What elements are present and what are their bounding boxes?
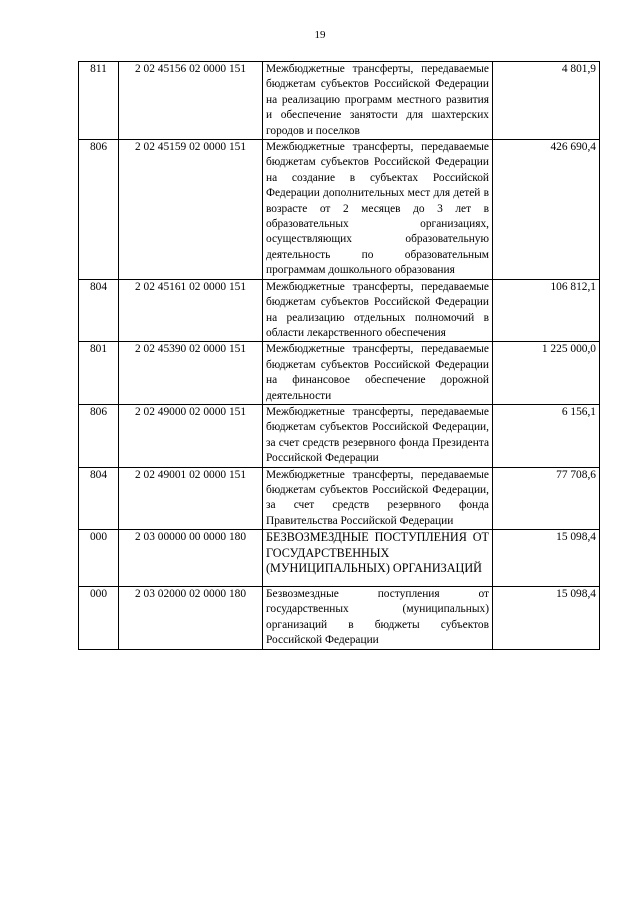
amount-cell: 6 156,1 (493, 404, 600, 467)
revenue-name-cell: Межбюджетные трансферты, передаваемые бюджетам субъектов Российской Федерации, за счет средств резервного фонда Президента Российской Федерации (263, 404, 493, 467)
budget-code-cell: 2 02 49000 02 0000 151 (119, 404, 263, 467)
page-number: 19 (314, 29, 326, 41)
admin-code-cell: 811 (79, 62, 119, 140)
budget-code-cell: 2 03 02000 02 0000 180 (119, 586, 263, 649)
table-row (79, 140, 600, 280)
revenue-name-cell: Межбюджетные трансферты, передаваемые бюджетам субъектов Российской Федерации на финансовое обеспечение дорожной деятельности (263, 342, 493, 405)
table-row (79, 467, 600, 530)
revenue-name-cell: БЕЗВОЗМЕЗДНЫЕ ПОСТУПЛЕНИЯ ОТ ГОСУДАРСТВЕННЫХ (МУНИЦИПАЛЬНЫХ) ОРГАНИЗАЦИЙ (263, 530, 493, 587)
admin-code-cell: 801 (79, 342, 119, 405)
admin-code-cell: 000 (79, 530, 119, 587)
table-row (79, 279, 600, 342)
budget-code-cell: 2 02 45390 02 0000 151 (119, 342, 263, 405)
revenue-name-cell: Безвозмездные поступления от государственных (муниципальных) организаций в бюджеты субъектов Российской Федерации (263, 586, 493, 649)
revenue-name-cell: Межбюджетные трансферты, передаваемые бюджетам субъектов Российской Федерации на реализацию отдельных полномочий в области лекарственного обеспечения (263, 279, 493, 342)
amount-cell: 15 098,4 (493, 586, 600, 649)
admin-code-cell: 804 (79, 279, 119, 342)
revenue-name-cell: Межбюджетные трансферты, передаваемые бюджетам субъектов Российской Федерации на реализацию программ местного развития и обеспечение занятости для шахтерских городов и поселков (263, 62, 493, 140)
amount-cell: 77 708,6 (493, 467, 600, 530)
budget-code-cell: 2 02 45161 02 0000 151 (119, 279, 263, 342)
admin-code-cell: 804 (79, 467, 119, 530)
admin-code-cell: 806 (79, 404, 119, 467)
budget-code-cell: 2 02 49001 02 0000 151 (119, 467, 263, 530)
budget-code-cell: 2 02 45159 02 0000 151 (119, 140, 263, 280)
table-row (79, 342, 600, 405)
revenue-name-cell: Межбюджетные трансферты, передаваемые бюджетам субъектов Российской Федерации, за счет средств резервного фонда Правительства Российской Федерации (263, 467, 493, 530)
admin-code-cell: 000 (79, 586, 119, 649)
amount-cell: 4 801,9 (493, 62, 600, 140)
budget-code-cell: 2 02 45156 02 0000 151 (119, 62, 263, 140)
amount-cell: 106 812,1 (493, 279, 600, 342)
table-row (79, 62, 600, 140)
table-row (79, 530, 600, 587)
amount-cell: 426 690,4 (493, 140, 600, 280)
table-row (79, 404, 600, 467)
amount-cell: 15 098,4 (493, 530, 600, 587)
amount-cell: 1 225 000,0 (493, 342, 600, 405)
table-row (79, 586, 600, 649)
revenue-name-cell: Межбюджетные трансферты, передаваемые бюджетам субъектов Российской Федерации на создание в субъектах Российской Федерации дополнительных мест для детей в возрасте от 2 месяцев до 3 лет в образовательных организациях, осуществляющих образовательную деятельность по образовательным программам дошкольного образования (263, 140, 493, 280)
budget-code-cell: 2 03 00000 00 0000 180 (119, 530, 263, 587)
admin-code-cell: 806 (79, 140, 119, 280)
revenue-table (78, 61, 600, 650)
